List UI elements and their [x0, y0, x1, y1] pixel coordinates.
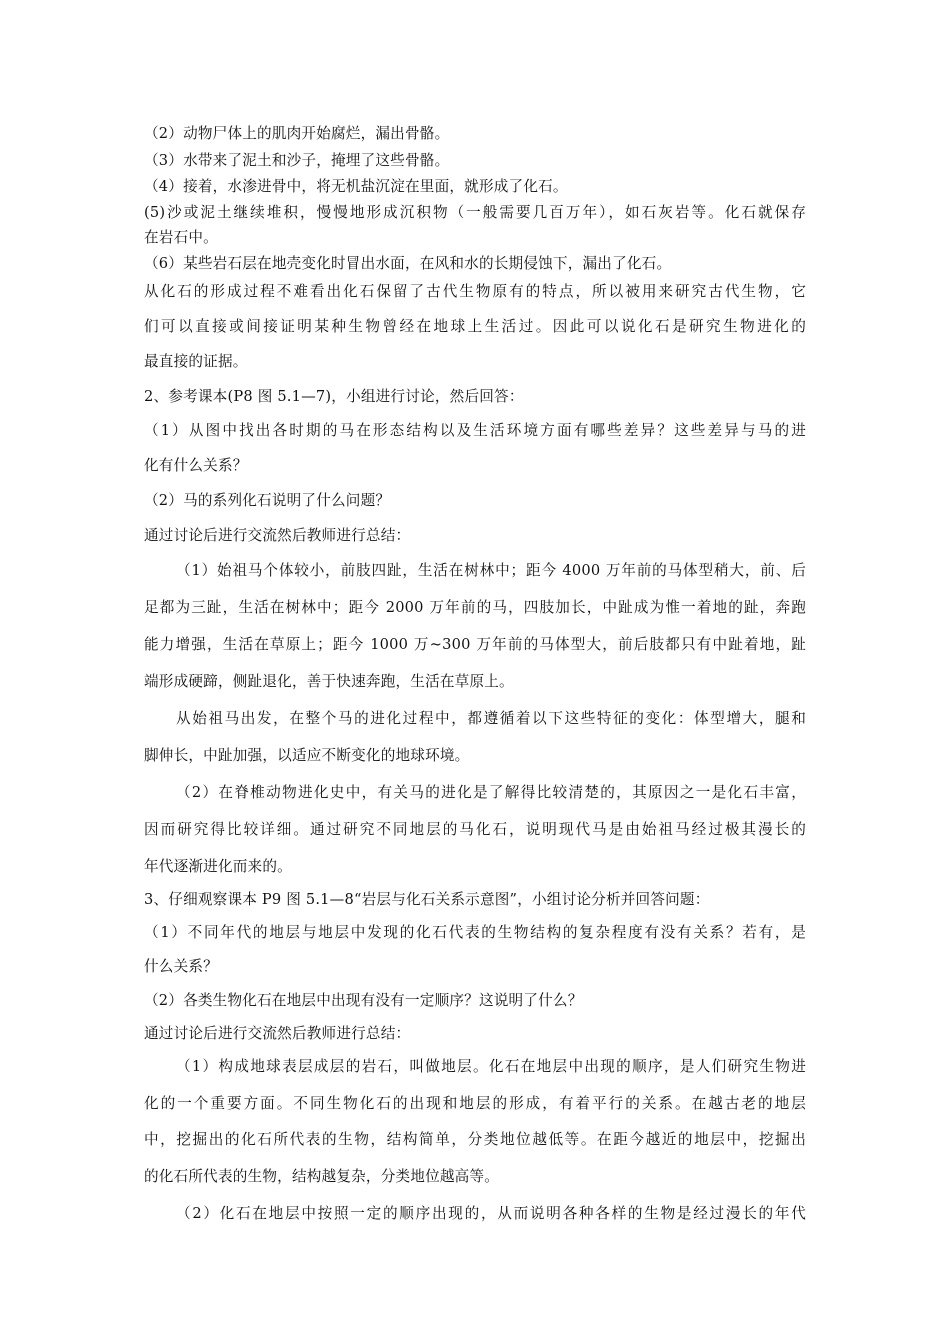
- text-line: 年代逐渐进化而来的。: [144, 858, 292, 875]
- text-line: 化的一个重要方面。不同生物化石的出现和地层的形成，有着平行的关系。在越古老的地层: [144, 1095, 806, 1112]
- text-line: 2、参考课本(P8 图 5.1—7)，小组进行讨论，然后回答：: [144, 388, 524, 405]
- text-line: 最直接的证据。: [144, 353, 248, 370]
- text-line: （1）从图中找出各时期的马在形态结构以及生活环境方面有哪些差异？这些差异与马的进: [144, 422, 806, 439]
- text-line: （3）水带来了泥土和沙子，掩埋了这些骨骼。: [144, 152, 450, 169]
- text-line: 什么关系？: [144, 958, 218, 975]
- text-line: 通过讨论后进行交流然后教师进行总结：: [144, 1025, 411, 1042]
- text-line: 们可以直接或间接证明某种生物曾经在地球上生活过。因此可以说化石是研究生物进化的: [144, 318, 806, 335]
- text-line: 能力增强，生活在草原上；距今 1000 万~300 万年前的马体型大，前后肢都只有中趾着地，趾: [144, 636, 806, 653]
- text-line: 的化石所代表的生物，结构越复杂，分类地位越高等。: [144, 1168, 500, 1185]
- text-line: （2）化石在地层中按照一定的顺序出现的，从而说明各种各样的生物是经过漫长的年代: [176, 1205, 806, 1222]
- text-line: （6）某些岩石层在地壳变化时冒出水面，在风和水的长期侵蚀下，漏出了化石。: [144, 255, 672, 272]
- text-line: 从化石的形成过程不难看出化石保留了古代生物原有的特点，所以被用来研究古代生物，它: [144, 283, 806, 300]
- text-line: 脚伸长，中趾加强，以适应不断变化的地球环境。: [144, 747, 470, 764]
- text-line: 从始祖马出发，在整个马的进化过程中，都遵循着以下这些特征的变化：体型增大，腿和: [176, 710, 806, 727]
- text-line: （2）各类生物化石在地层中出现有没有一定顺序？这说明了什么？: [144, 992, 583, 1009]
- text-line: 因而研究得比较详细。通过研究不同地层的马化石，说明现代马是由始祖马经过极其漫长的: [144, 821, 806, 838]
- text-line: 通过讨论后进行交流然后教师进行总结：: [144, 527, 411, 544]
- text-line: (5)沙或泥土继续堆积，慢慢地形成沉积物（一般需要几百万年），如石灰岩等。化石就保存: [144, 204, 806, 221]
- text-line: （1）始祖马个体较小，前肢四趾，生活在树林中；距今 4000 万年前的马体型稍大，前、后: [176, 562, 806, 579]
- text-line: （1）构成地球表层成层的岩石，叫做地层。化石在地层中出现的顺序，是人们研究生物进: [176, 1058, 806, 1075]
- text-line: 足都为三趾，生活在树林中；距今 2000 万年前的马，四肢加长，中趾成为惟一着地的趾，奔跑: [144, 599, 806, 616]
- text-line: 端形成硬蹄，侧趾退化，善于快速奔跑，生活在草原上。: [144, 673, 514, 690]
- text-line: （1）不同年代的地层与地层中发现的化石代表的生物结构的复杂程度有没有关系？若有，是: [144, 924, 806, 941]
- text-line: 在岩石中。: [144, 229, 218, 246]
- text-line: （2）马的系列化石说明了什么问题？: [144, 492, 391, 509]
- text-line: （2）动物尸体上的肌肉开始腐烂，漏出骨骼。: [144, 125, 450, 142]
- text-line: 化有什么关系？: [144, 457, 248, 474]
- text-line: 3、仔细观察课本 P9 图 5.1—8“岩层与化石关系示意图”，小组讨论分析并回答问题：: [144, 891, 710, 908]
- text-line: 中，挖掘出的化石所代表的生物，结构简单，分类地位越低等。在距今越近的地层中，挖掘出: [144, 1131, 806, 1148]
- text-line: （4）接着，水渗进骨中，将无机盐沉淀在里面，就形成了化石。: [144, 178, 568, 195]
- text-line: （2）在脊椎动物进化史中，有关马的进化是了解得比较清楚的，其原因之一是化石丰富，: [176, 784, 806, 801]
